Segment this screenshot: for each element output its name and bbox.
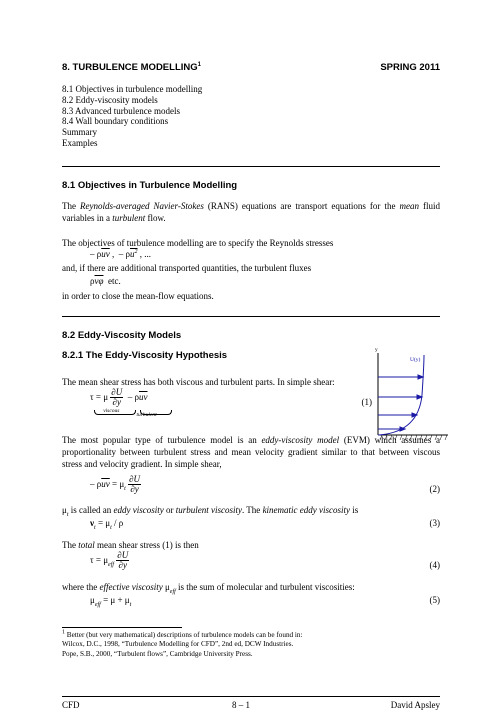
footnote-line: Wilcox, D.C., 1998, “Turbulence Modelling for CFD”, 2nd ed, DCW Industries. <box>62 640 294 649</box>
divider <box>62 166 440 167</box>
chapter-title: 8. TURBULENCE MODELLING$^1$ <box>62 61 201 73</box>
divider <box>62 316 440 317</box>
footnote-divider <box>62 627 182 628</box>
toc-item: Examples <box>62 137 98 148</box>
equation-4: $\tau = \mu_{eff}$ $\frac{\partial U}{\partial y}$ <box>90 550 129 571</box>
toc-item: 8.3 Advanced turbulence models <box>62 105 180 116</box>
underbrace-turbulent <box>140 410 172 415</box>
underbrace-viscous <box>94 410 136 415</box>
footer-author: David Apsley <box>390 700 440 710</box>
paragraph: in order to close the mean-flow equations. <box>62 291 214 301</box>
paragraph: and, if there are additional transported quantities, the turbulent fluxes <box>62 263 312 273</box>
section-heading: 8.1 Objectives in Turbulence Modelling <box>62 180 238 191</box>
paragraph: The total mean shear stress (1) is then <box>62 540 199 550</box>
toc-item: 8.2 Eddy-viscosity models <box>62 94 158 105</box>
y-axis-label: y <box>375 347 378 353</box>
footnotes <box>62 631 303 659</box>
paragraph: The Reynolds-averaged Navier-Stokes (RANS) equations are transport equations for the mean fluid variables in a turbulent flow. <box>62 201 440 223</box>
toc-item: 8.1 Objectives in turbulence modelling <box>62 84 203 94</box>
paragraph: where the effective viscosity $\mu_{eff}$ is the sum of molecular and turbulent viscosities: <box>62 582 355 595</box>
equation-2: – $\rho\overline{uv} = \mu_t$ $\frac{\partial U}{\partial y}$ <box>90 474 141 495</box>
equation-3: $\nu_t = \mu_t / \rho$ <box>90 518 124 531</box>
subsection-heading: 8.2.1 The Eddy-Viscosity Hypothesis <box>62 350 228 361</box>
paragraph: The most popular type of turbulence model is an eddy-viscosity model (EVM) which assumes a proportionality between turbulent stress and mean velocity gradient similar to that between viscous stress and velocity gradient. In simple shear, <box>62 435 440 469</box>
reynolds-stress-equation: – $\rho\overline{uv}$ , – $\rho u^2$ , ... <box>90 249 151 259</box>
paragraph: $\mu_t$ is called an eddy viscosity or turbulent viscosity. The kinematic eddy viscosity is <box>62 505 359 518</box>
paragraph: The objectives of turbulence modelling are to specify the Reynolds stresses <box>62 238 334 248</box>
equation-number: (5) <box>429 595 440 605</box>
equation-number: (4) <box>429 560 440 570</box>
equation-number: (2) <box>429 484 440 494</box>
viscous-label: viscous <box>103 408 120 414</box>
section-heading: 8.2 Eddy-Viscosity Models <box>62 330 182 341</box>
footer-page-number: 8 – 1 <box>232 700 250 710</box>
equation-5: $\mu_{eff} = \mu + \mu_t$ <box>90 595 132 608</box>
toc-item: Summary <box>62 127 97 138</box>
equation-number: (1) <box>361 397 372 407</box>
turbulent-label: turbulent <box>136 412 157 418</box>
term-label: SPRING 2011 <box>380 62 440 73</box>
paragraph: The mean shear stress has both viscous and turbulent parts. In simple shear: <box>62 377 335 387</box>
velocity-arrows <box>378 375 423 431</box>
equation-1: τ = μ $\frac{\partial U}{\partial y}$ viscous – $\rho\overline{uv}$ turbulent <box>90 387 157 418</box>
footnote-line: $^1$ Better (but very mathematical) descriptions of turbulence models can be found in: <box>62 629 303 639</box>
toc-item: 8.4 Wall boundary conditions <box>62 116 169 127</box>
footer-divider <box>62 696 440 697</box>
curve-label: U(y) <box>410 357 421 363</box>
document-page <box>62 0 440 713</box>
flux-equation: $\rho\overline{v\varphi}$ etc. <box>90 276 121 286</box>
footer-course: CFD <box>62 700 80 710</box>
footnote-line: Pope, S.B., 2000, “Turbulent flows”, Cambridge University Press. <box>62 649 253 658</box>
velocity-profile-figure <box>370 345 450 445</box>
equation-number: (3) <box>429 518 440 528</box>
table-of-contents <box>62 84 202 149</box>
